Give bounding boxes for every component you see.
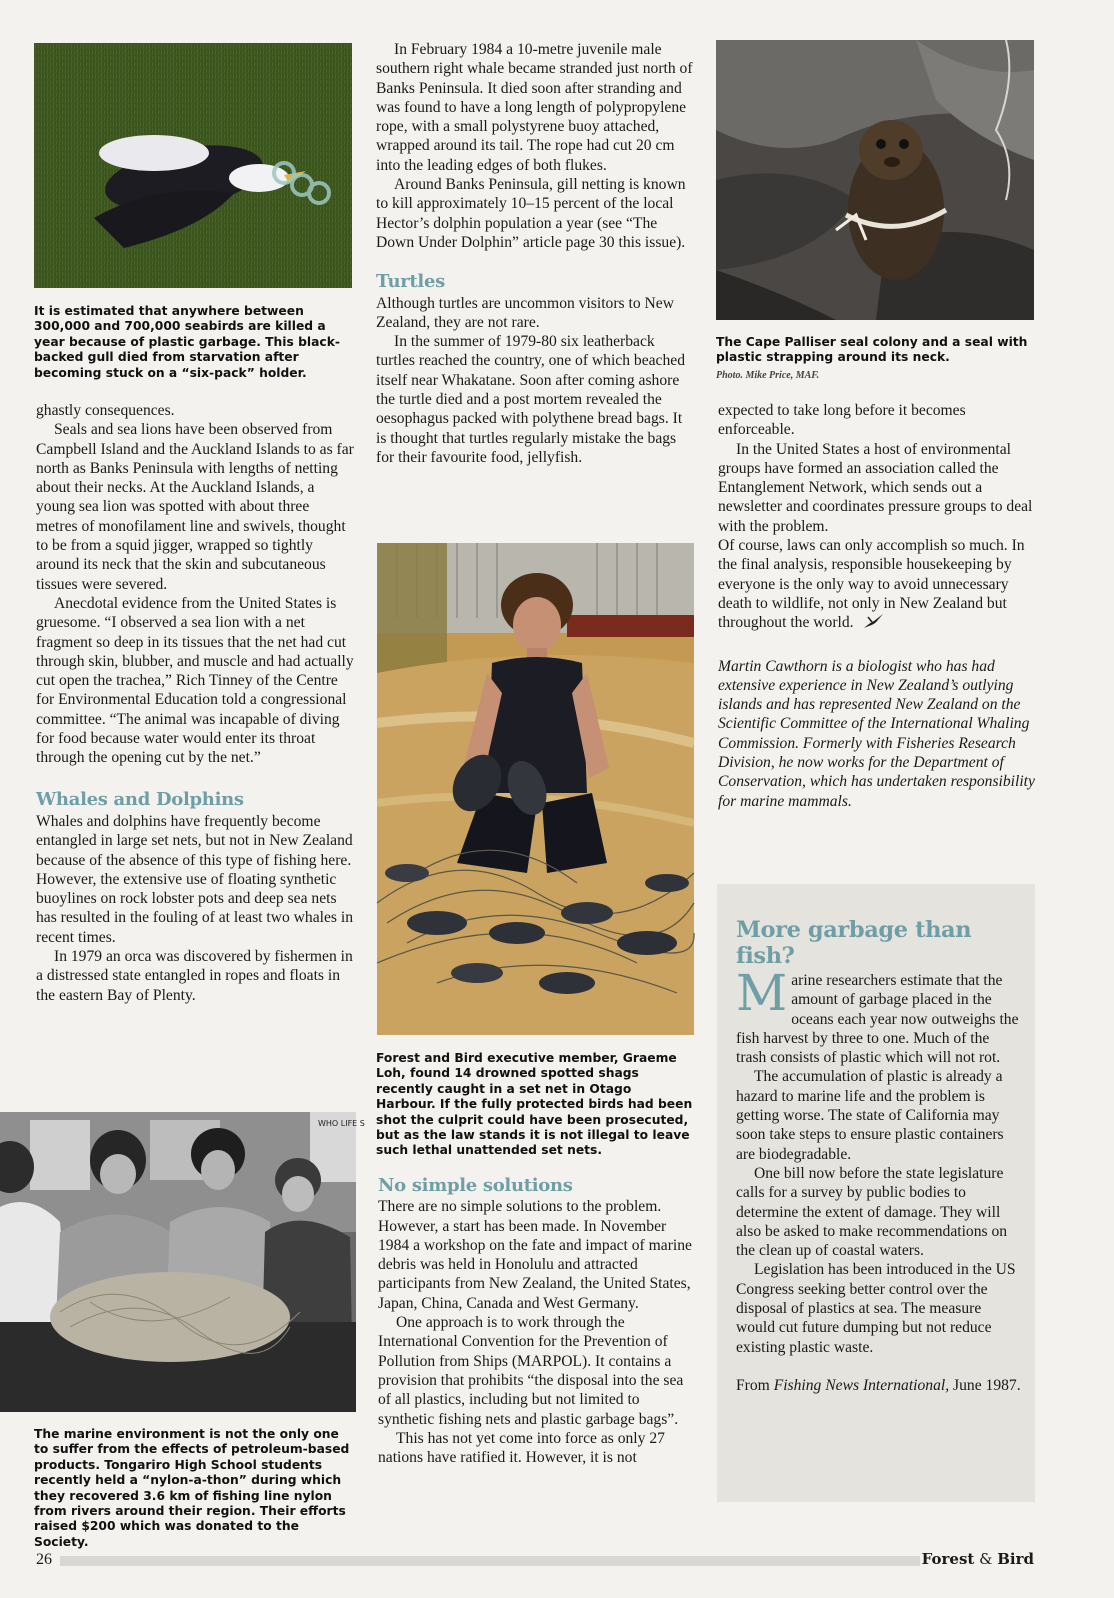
col1-paragraph: Anecdotal evidence from the United States is gruesome. “I observed a sea lion with a net fragment so deep in its tissues that the net had cut through skin, blubber, and muscle and had actually cut open the trachea,” Rich Tinney of the Centre for Environmental Education told a congressional committee. “The animal was incapable of diving for food because water would enter its throat through the opening cut by the net.” — [36, 594, 354, 767]
column-2-bottom — [378, 1176, 696, 1467]
sidebar-paragraph-text: arine researchers estimate that the amount of garbage placed in the oceans each year now outweighs the fish harvest by three to one. Much of the trash consists of plastic which will not rot. — [736, 972, 1019, 1067]
col3-paragraph: expected to take long before it becomes enforceable. — [718, 402, 966, 439]
source-date: June 1987. — [949, 1376, 1021, 1394]
shags-photo — [377, 543, 694, 1035]
col2-paragraph: Around Banks Peninsula, gill netting is known to kill approximately 10–15 percent of the local Hector’s dolphin population a year (see “The Down Under Dolphin” article page 30 this issue). — [376, 176, 686, 251]
sidebar-paragraph: One bill now before the state legislature calls for a survey by public bodies to determine the extent of damage. They will also be asked to make recommendations on the clean up of coastal waters. — [736, 1164, 1008, 1260]
shags-caption: Forest and Bird executive member, Graeme Loh, found 14 drowned spotted shags recently caught in a set net in Otago Harbour. If the fully protected birds had been shot the culprit could have been prosecuted, but as the law stands it is not illegal to leave such lethal unattended set nets. — [376, 1051, 693, 1158]
magazine-name-part: Bird — [997, 1550, 1034, 1568]
magazine-name-amp: & — [974, 1550, 998, 1568]
sidebar-box — [717, 884, 1035, 1502]
col3-paragraph: In the United States a host of environmental groups have formed an association called the Entanglement Network, which sends out a newsletter and coordinates pressure groups to deal with the problem. — [718, 440, 1033, 535]
heading-turtles: Turtles — [376, 271, 445, 293]
page-number: 26 — [36, 1551, 52, 1568]
col2-paragraph: There are no simple solutions to the problem. However, a start has been made. In November 1984 a workshop on the fate and impact of marine debris was held in Honolulu and attracted participants from New Zealand, the United States, Japan, China, Canada and West Germany. — [378, 1198, 692, 1312]
heading-whales-dolphins: Whales and Dolphins — [36, 788, 244, 810]
sidebar-source — [736, 1376, 1022, 1395]
gull-photo — [34, 43, 352, 288]
photo-credit: Photo. Mike Price, MAF. — [716, 369, 820, 381]
source-prefix: From — [736, 1376, 774, 1394]
seal-photo — [716, 40, 1034, 320]
sidebar-paragraph: The accumulation of plastic is already a hazard to marine life and the problem is getting worse. The state of California may soon take steps to ensure plastic containers are biodegradable. — [736, 1068, 1004, 1163]
magazine-name-part: Forest — [921, 1550, 975, 1568]
students-photo — [0, 1112, 365, 1412]
drop-cap: M — [736, 964, 788, 1022]
col2-paragraph: One approach is to work through the International Convention for the Prevention of Pollution from Ships (MARPOL). It contains a provision that prohibits “the disposal into the sea of all plastics, including but not limited to synthetic fishing nets and plastic garbage bags”. — [378, 1314, 684, 1428]
source-title: Fishing News International, — [773, 1376, 950, 1394]
sidebar-title: More garbage than fish? — [736, 917, 972, 969]
column-1 — [36, 401, 354, 1005]
col2-paragraph: Although turtles are uncommon visitors to New Zealand, they are not rare. — [376, 294, 674, 331]
col2-paragraph: This has not yet come into force as only 27 nations have ratified it. However, it is not — [378, 1429, 665, 1467]
poster-text: WHO LIFE S — [318, 1119, 365, 1128]
col1-paragraph: In 1979 an orca was discovered by fishermen in a distressed state entangled in ropes and floats in the eastern Bay of Plenty. — [36, 948, 353, 1004]
footer-rule — [60, 1556, 920, 1566]
col3-paragraph-text: Of course, laws can only accomplish so much. In the final analysis, responsible housekeeping by everyone is the only way to avoid unnecessary death to wildlife, not only in New Zealand but throughout the world. — [718, 537, 1025, 632]
column-2-top — [376, 40, 694, 467]
col2-paragraph: In the summer of 1979-80 six leatherback turtles reached the country, one of which beached itself near Whakatane. Soon after coming ashore the turtle died and a post mortem revealed the oesophagus packed with polythene bread bags. It is thought that turtles regularly mistake the bags for their favourite food, jellyfish. — [376, 333, 685, 466]
col1-paragraph: Whales and dolphins have frequently become entangled in large set nets, but not in New Zealand because of the absence of this type of fishing here. However, the extensive use of floating synthetic buoylines on rock lobster pots and deep sea nets has resulted in the fouling of at least two whales in recent times. — [36, 812, 353, 946]
sidebar-paragraph: Legislation has been introduced in the US Congress seeking better control over the disposal of plastics at sea. The measure would cut future dumping but not reduce existing plastic waste. — [736, 1261, 1016, 1356]
heading-no-simple-solutions: No simple solutions — [378, 1175, 573, 1196]
students-caption: The marine environment is not the only one to suffer from the effects of petroleum-based products. Tongariro High School students recently held a “nylon-a-thon” during which they recovered 3.6 km of fishing line nylon from rivers around their region. Their efforts raised $200 which was donated to the Society. — [34, 1427, 350, 1549]
sidebar-body — [736, 964, 1022, 1395]
col1-paragraph: Seals and sea lions have been observed from Campbell Island and the Auckland Islands to as far north as Banks Peninsula with lengths of netting about their necks. At the Auckland Islands, a young sea lion was spotted with about three metres of monofilament line and swivels, thought to be from a squid jigger, wrapped so tightly around its neck that the skin and subcutaneous tissues were severed. — [36, 421, 354, 593]
column-3 — [718, 401, 1036, 811]
col1-paragraph: ghastly consequences. — [36, 402, 175, 419]
col2-paragraph: In February 1984 a 10-metre juvenile male southern right whale became stranded just north of Banks Peninsula. It died soon after stranding and was found to have a long length of polypropylene rope, with a small polystyrene buoy attached, wrapped around its tail. The rope had cut 20 cm into the leading edges of both flukes. — [376, 41, 693, 174]
bird-end-icon — [863, 613, 885, 634]
gull-caption: It is estimated that anywhere between 300,000 and 700,000 seabirds are killed a year because of plastic garbage. This black-backed gull died from starvation after becoming stuck on a “six-pack” holder. — [34, 304, 341, 380]
author-bio: Martin Cawthorn is a biologist who has had extensive experience in New Zealand’s outlying islands and has represented New Zealand on the Scientific Committee of the International Whaling Commission. Formerly with Fisheries Research Division, he now works for the Department of Conservation, which has undertaken responsibility for marine mammals. — [718, 657, 1035, 810]
seal-caption-block — [716, 335, 1034, 383]
magazine-name — [922, 1550, 1034, 1568]
seal-caption: The Cape Palliser seal colony and a seal with plastic strapping around its neck. — [716, 335, 1028, 365]
sidebar-paragraph — [736, 964, 1022, 1067]
